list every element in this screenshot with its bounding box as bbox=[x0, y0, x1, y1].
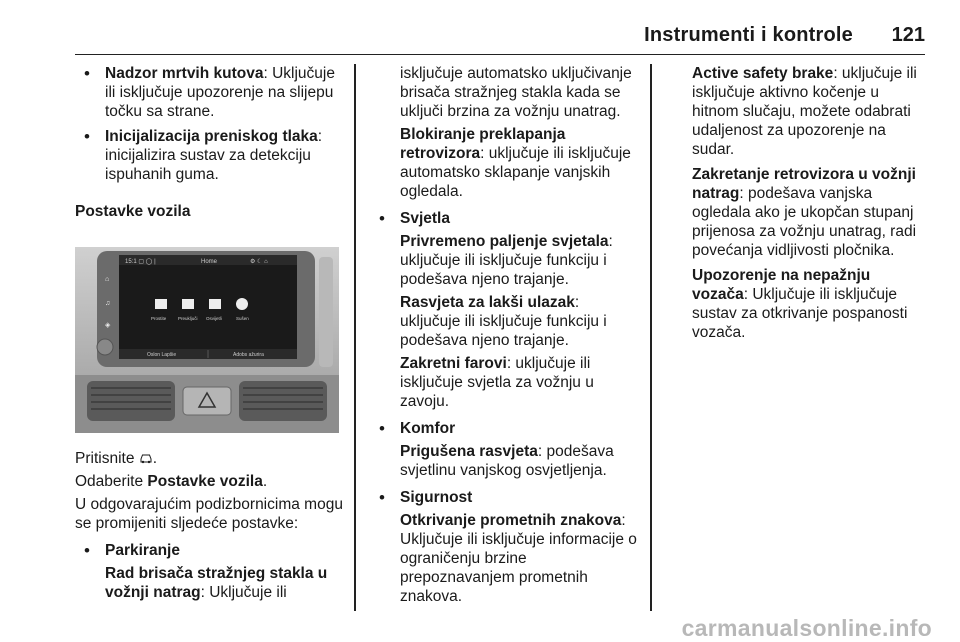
select-instruction: Odaberite Postavke vozila. bbox=[75, 473, 268, 490]
column-3: Active safety brake: uključuje ili isključuje aktivno kočenje u hitnom slučaju, možete odabrati udaljenost za upozorenje na sudar. Zakretanje retrovizora u vožnji natrag: podešava vanjska ogledala ako je ukopčan stupanj prijenosa za vožnju unatrag, radi povećanja vidljivosti pločnika. Upozorenje na nepažnju vozača: Uključuje ili isključuje sustav za otkrivanje pospanosti vozača. bbox=[692, 65, 917, 341]
list-item-safety: • Sigurnost Otkrivanje prometnih znakova: Uključuje ili isključuje informacije o ograničenju brzine prepoznavanjem prometnih znakova. bbox=[370, 488, 642, 606]
list-item-comfort: • Komfor Prigušena rasvjeta: podešava svjetlinu vanjskog osvjetljenja. bbox=[370, 419, 642, 480]
list-item-tire-pressure bbox=[75, 127, 343, 184]
screen-label: Preuključi bbox=[178, 316, 198, 321]
infotainment-photo bbox=[75, 247, 339, 433]
app-icon-4 bbox=[236, 298, 248, 310]
page-header bbox=[75, 26, 925, 55]
svg-text:15:1 ▢ ◯ |: 15:1 ▢ ◯ | bbox=[125, 259, 156, 265]
list-item-parking: • Parkiranje Rad brisača stražnjeg stakla u vožnji natrag: Uključuje ili bbox=[75, 541, 343, 602]
section-heading: Postavke vozila bbox=[75, 203, 191, 220]
column-divider bbox=[650, 64, 652, 611]
list-item-lights: • Svjetla Privremeno paljenje svjetala: uključuje ili isključuje funkciju i podešava njeno trajanje. Rasvjeta za lakši ulazak: uključuje ili isključuje funkciju i podešava njeno trajanje. Zakretni farovi: uključuje ili isključuje svjetla za vožnju u zavoju. bbox=[370, 209, 642, 411]
music-icon: ♫ bbox=[105, 300, 111, 307]
screen-label: Osvijetli bbox=[206, 316, 222, 321]
intro-paragraph: U odgovarajućim podizbornicima mogu se promijeniti sljedeće postavke: bbox=[75, 496, 343, 532]
screen-tab: Oslon Lapšie bbox=[147, 352, 177, 358]
description: : Uključuje ili isključuje upozorenje na slijepu točku sa strane. bbox=[105, 65, 335, 120]
app-icon-2 bbox=[182, 299, 194, 309]
svg-text:Home: Home bbox=[201, 259, 218, 265]
column-2: isključuje automatsko uključivanje brisača stražnjeg stakla kada se uključi brzina za vožnju unatrag. Blokiranje preklapanja retrovizora: uključuje ili isključuje automatsko sklapanje vanjskih ogledala. • Svjetla Privremeno paljenje svjetala: uključuje ili isključuje funkciju i podešava njeno trajanje. Rasvjeta za lakši ulazak: uključuje ili isključuje funkciju i podešava njeno trajanje. Zakretni farovi: uključuje ili isključuje svjetla za vožnju u zavoju. • Komfor Prigušena rasvjeta: podešava svjetlinu vanjskog osvjetljenja. • Sigurnost Otkrivanje prometnih znakova: Uključuje ili isključuje informacije o ograničenju brzine prepoznavanjem prometnih znakova. bbox=[370, 64, 642, 612]
screen-label: Sušen bbox=[236, 316, 249, 321]
description: : inicijalizira sustav za detekciju ispuhanih guma. bbox=[105, 128, 323, 183]
list-item-blind-spot bbox=[75, 64, 343, 121]
screen-label: Prostite bbox=[151, 316, 167, 321]
screen-tab: Adobs ažurira bbox=[233, 352, 264, 358]
home-icon: ⌂ bbox=[105, 276, 110, 283]
vehicle-icon bbox=[139, 453, 153, 464]
column-1 bbox=[75, 64, 343, 608]
svg-text:⚙ ☾ ⌂: ⚙ ☾ ⌂ bbox=[250, 259, 268, 265]
column-divider bbox=[354, 64, 356, 611]
app-icon-1 bbox=[155, 299, 167, 309]
watermark: carmanualsonline.info bbox=[681, 615, 932, 641]
app-icon-3 bbox=[209, 299, 221, 309]
press-instruction: Pritisnite . bbox=[75, 450, 158, 467]
page-number: 121 bbox=[891, 24, 925, 46]
section-title: Instrumenti i kontrole bbox=[644, 24, 853, 46]
term: Nadzor mrtvih kutova bbox=[105, 65, 264, 82]
term: Inicijalizacija preniskog tlaka bbox=[105, 128, 318, 145]
car-icon: ◈ bbox=[105, 322, 111, 329]
continued-text: isključuje automatsko uključivanje brisača stražnjeg stakla kada se uključi brzina za vožnju unatrag. bbox=[400, 65, 632, 120]
